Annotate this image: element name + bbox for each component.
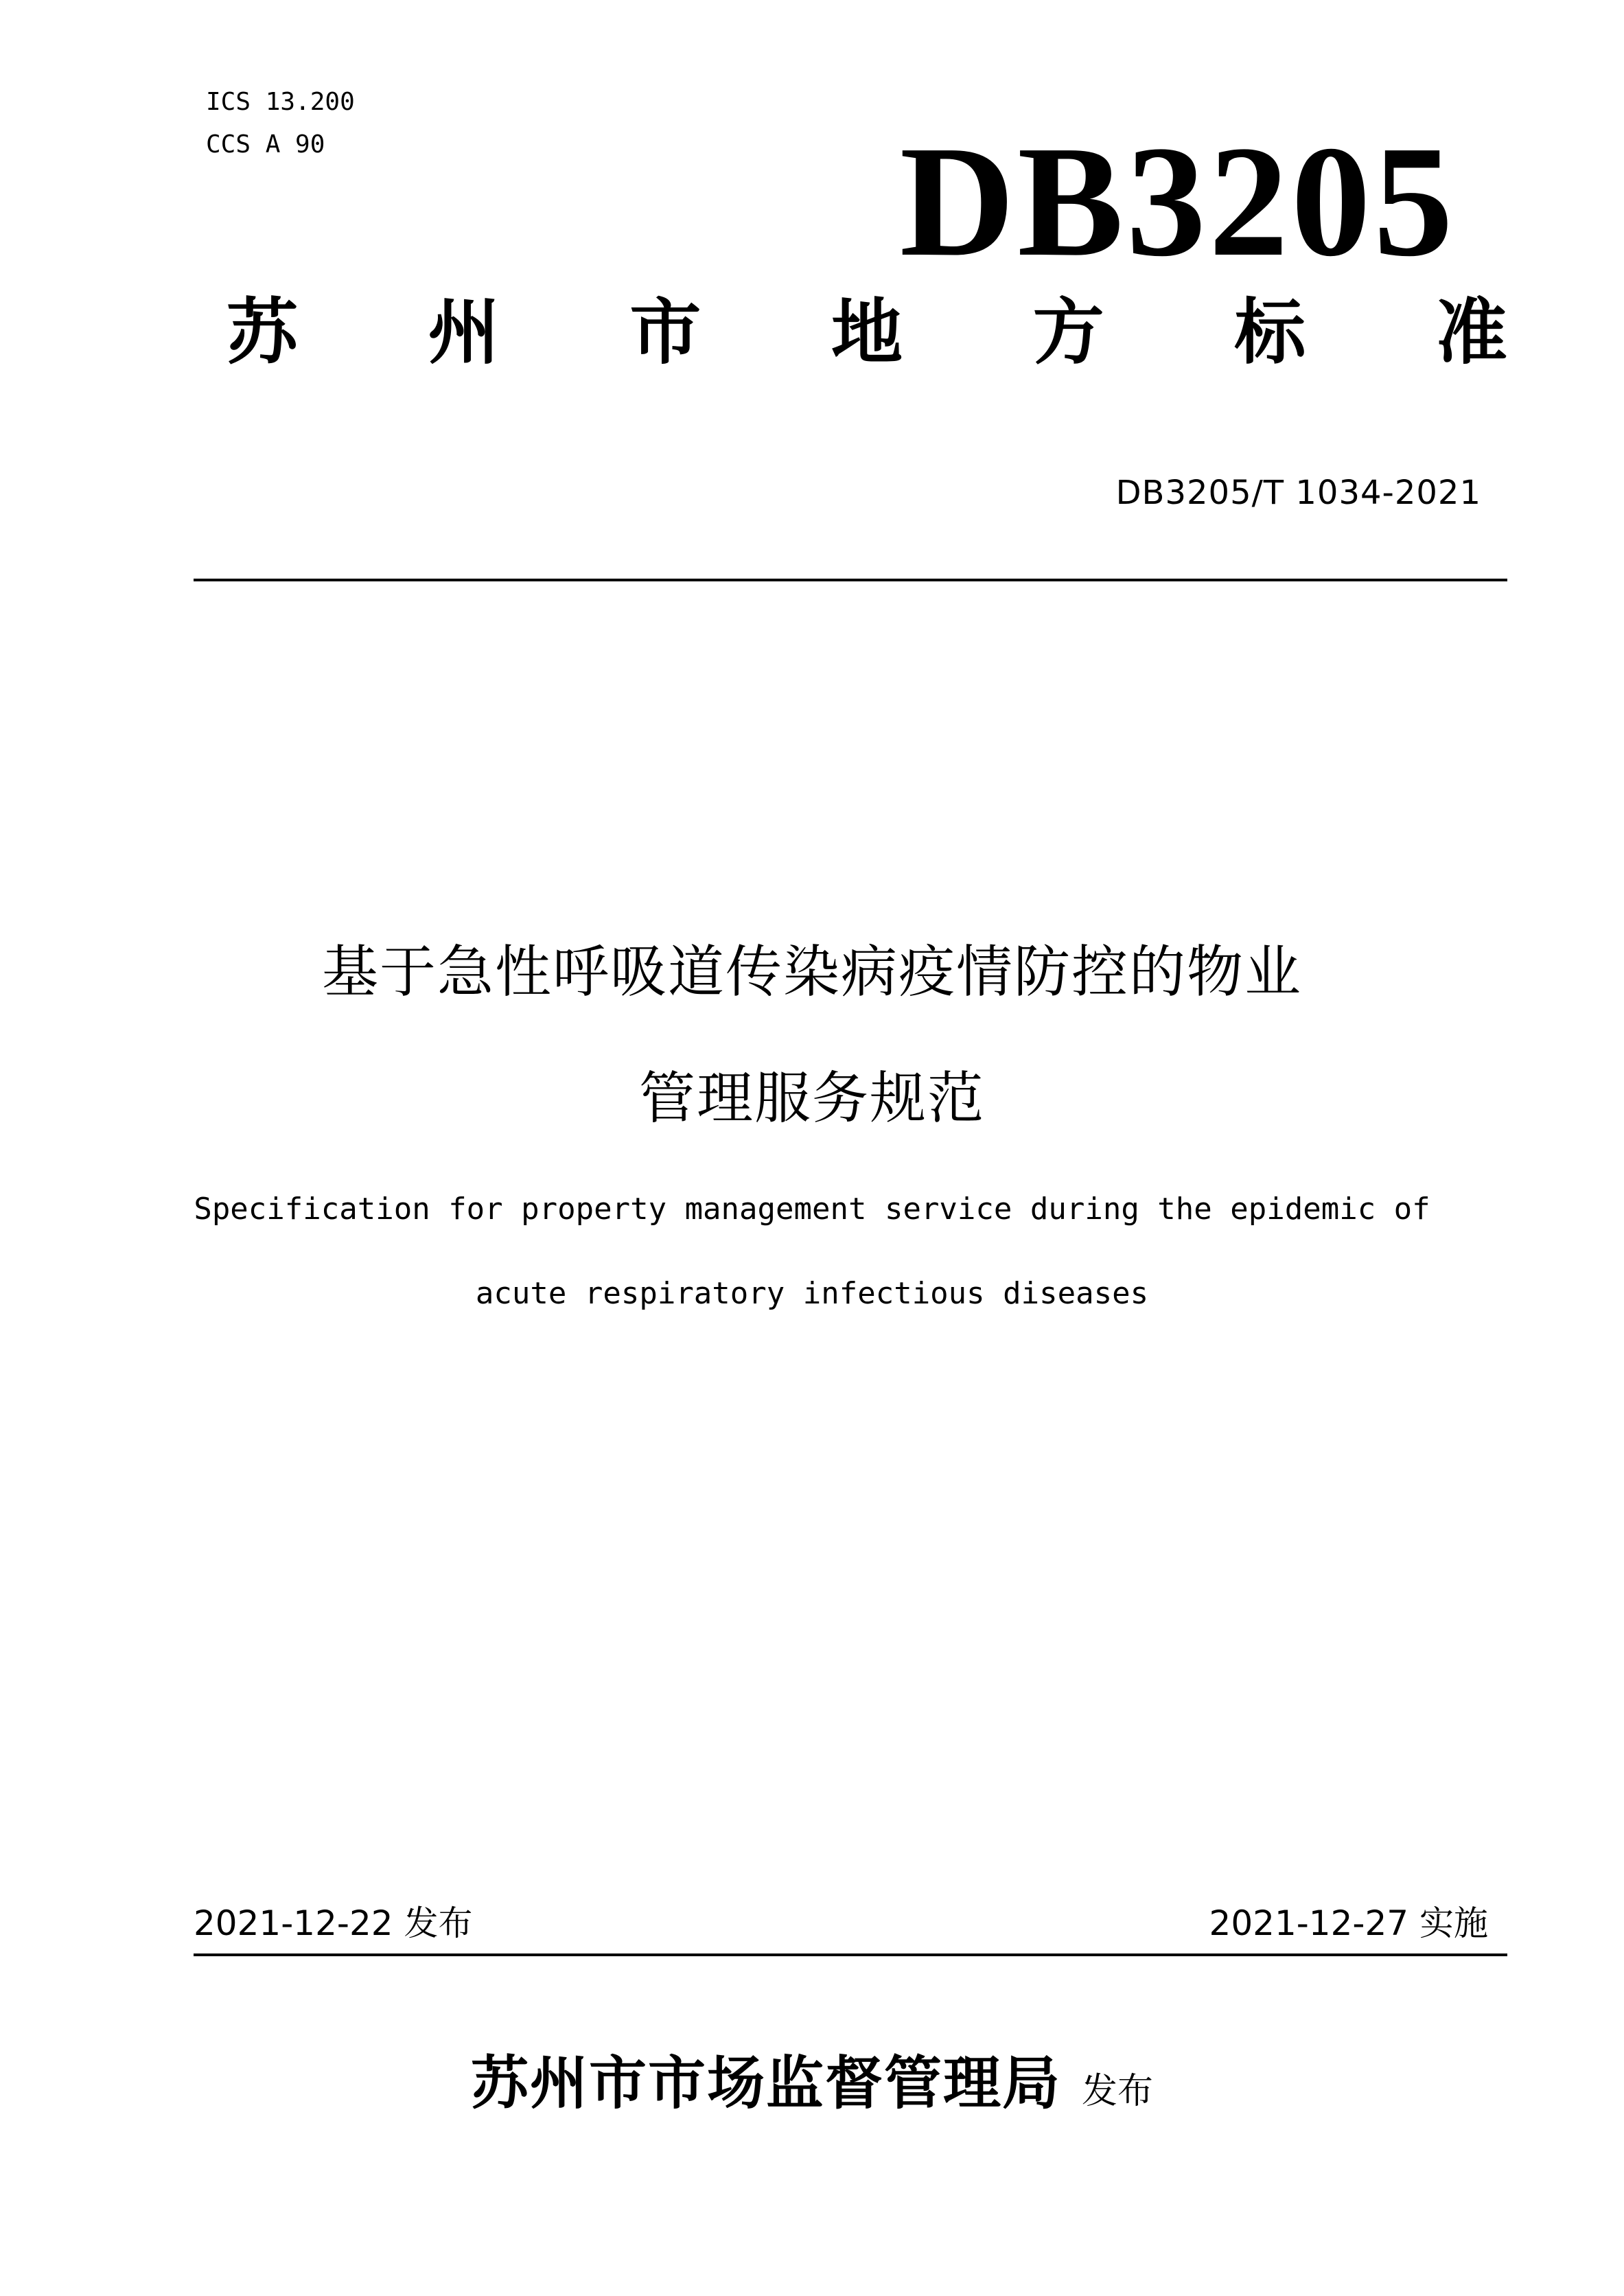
standard-logo: DB3205 <box>899 113 1456 290</box>
standard-type-char: 州 <box>428 290 500 374</box>
chinese-title-line-1: 基于急性呼吸道传染病疫情防控的物业 <box>321 940 1302 1005</box>
top-divider <box>194 579 1507 581</box>
english-title-line-1: Specification for property management service during the epidemic of <box>194 1192 1430 1227</box>
issuer <box>0 2037 1624 2120</box>
chinese-title <box>0 909 1624 1162</box>
english-title <box>0 1167 1624 1336</box>
classification-codes <box>206 81 355 166</box>
ics-code: ICS 13.200 <box>206 88 355 116</box>
standard-type <box>227 290 1507 374</box>
chinese-title-line-2: 管理服务规范 <box>638 1066 985 1131</box>
bottom-divider <box>194 1953 1507 1956</box>
standard-type-char: 苏 <box>227 290 299 374</box>
standard-type-char: 市 <box>629 290 701 374</box>
standard-type-char: 方 <box>1032 290 1104 374</box>
ccs-code: CCS A 90 <box>206 130 325 159</box>
implementation-date: 2021-12-27 实施 <box>1209 1903 1488 1943</box>
standard-type-char: 准 <box>1435 290 1507 374</box>
standard-type-char: 地 <box>831 290 903 374</box>
standard-number: DB3205/T 1034-2021 <box>1115 474 1481 512</box>
publish-date: 2021-12-22 发布 <box>194 1903 473 1943</box>
issuer-name: 苏州市市场监督管理局 <box>470 2049 1061 2117</box>
standard-type-char: 标 <box>1234 290 1306 374</box>
issuer-suffix: 发布 <box>1082 2071 1154 2112</box>
english-title-line-2: acute respiratory infectious diseases <box>475 1276 1149 1311</box>
